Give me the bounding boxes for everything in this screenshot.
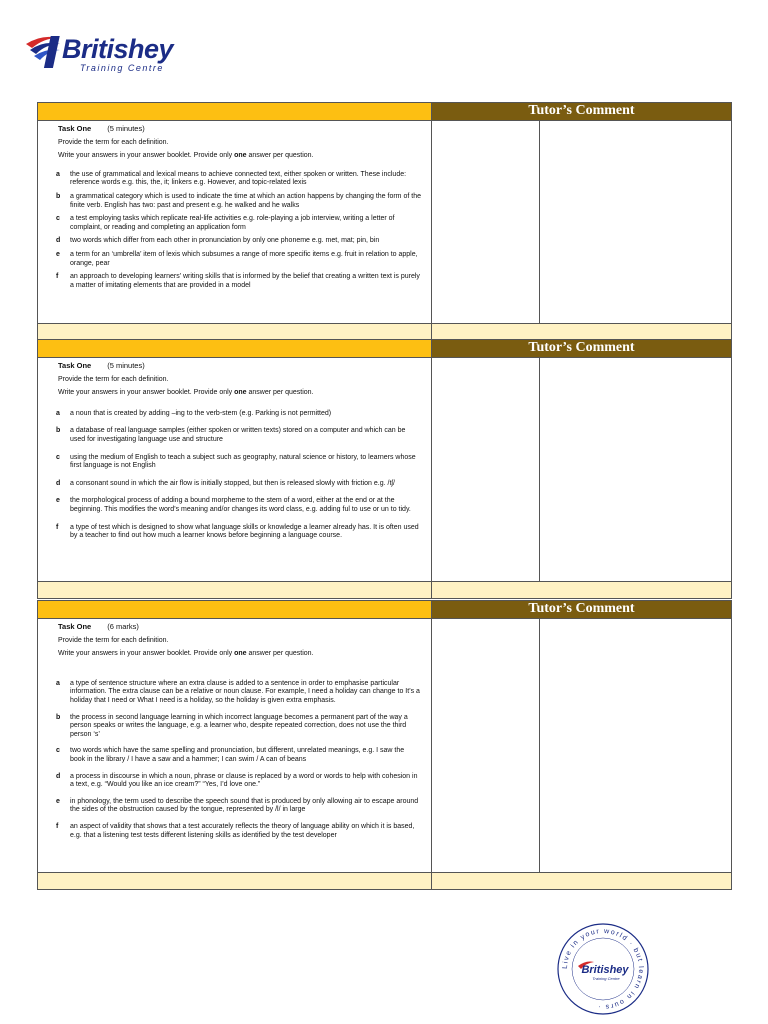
definition-item: a a noun that is created by adding –ing to the verb-stem (e.g. Parking is not permitted) <box>56 409 332 417</box>
task-instruction: Provide the term for each definition. <box>58 636 169 644</box>
task-instruction-answers: Write your answers in your answer booklet. Provide only one answer per question. <box>58 152 314 160</box>
task-block-2 <box>37 339 731 599</box>
definition-item: e in phonology, the term used to describe the speech sound that is produced by only allowing air to escape around the sides of the obstruction caused by the tongue, represented by /l/ in large <box>56 797 419 814</box>
task-content-cell <box>38 358 432 582</box>
definition-item: d two words which differ from each other in pronunciation by only one phoneme e.g. met, mat; pin, bin <box>56 237 380 245</box>
task-block-1 <box>37 102 731 340</box>
answer-cell[interactable] <box>432 619 540 873</box>
definition-item: a the use of grammatical and lexical means to achieve connected text, either spoken or written. These include: reference words e.g. this, the, it; linkers e.g. However, and topic-related lexis <box>56 170 407 187</box>
definition-item: e the morphological process of adding a bound morpheme to the stem of a word, either at the end or at the beginning. This modifies the word’s meaning and/or changes its word class, e.g. adding ful to use or un to tidy. <box>56 497 411 513</box>
seal-ring-text: Live in your world · but learn in ours · <box>561 927 645 1011</box>
tutor-comment-header: Tutor’s Comment <box>432 601 732 619</box>
seal-subtitle: Training Centre <box>592 976 620 981</box>
task-content-cell <box>38 121 432 324</box>
task-instruction: Provide the term for each definition. <box>58 138 169 146</box>
footer-cell <box>38 324 432 340</box>
britishey-logo <box>24 30 184 76</box>
definition-item: c two words which have the same spelling and pronunciation, but different, unrelated meanings, e.g. I saw the book in the library / I have a saw and a hammer; I can swim / A can of beans <box>56 747 405 763</box>
tutor-comment-cell[interactable] <box>540 619 732 873</box>
header-blank-cell <box>38 103 432 121</box>
task-title: Task One (5 minutes) <box>58 124 145 133</box>
definition-item: b a grammatical category which is used to indicate the time at which an action happens by changing the form of the finite verb. English has two: past and present e.g. he walked and he walks <box>56 192 421 209</box>
logo-subtitle: Training Centre <box>80 63 164 73</box>
task-title: Task One (5 minutes) <box>58 361 145 370</box>
definition-item: d a process in discourse in which a noun, phrase or clause is replaced by a word or words to help with cohesion in a text, e.g. “Would you like an ice cream?” “Yes, I’d love one.” <box>56 772 418 789</box>
tutor-comment-cell[interactable] <box>540 358 732 582</box>
definition-item: c using the medium of English to teach a subject such as geography, natural science or history, to learners whose first language is not English <box>56 453 416 470</box>
answer-cell[interactable] <box>432 358 540 582</box>
seal-brand: Britishey <box>581 964 629 976</box>
definition-item: d a consonant sound in which the air flow is initially stopped, but then is released slowly with friction e.g. /tʃ/ <box>56 479 395 487</box>
definition-item: f an approach to developing learners’ writing skills that is informed by the belief that creating a written text is purely a matter of imitating elements that are provided in a model <box>56 273 420 289</box>
task-content-cell <box>38 619 432 873</box>
header-blank-cell <box>38 601 432 619</box>
footer-cell <box>38 873 432 890</box>
footer-cell <box>38 582 432 599</box>
definition-item: f a type of test which is designed to show what language skills or knowledge a learner already has. It is often used by a teacher to find out how much a learner knows before beginning a language course. <box>56 523 419 540</box>
header-blank-cell <box>38 340 432 358</box>
task-title: Task One (6 marks) <box>58 622 139 631</box>
task-block-3 <box>37 600 731 890</box>
footer-cell <box>432 873 732 890</box>
definition-item: e a term for an ‘umbrella’ item of lexis which subsumes a range of more specific items e.g. fruit in relation to apple, orange, pear <box>56 250 418 267</box>
tutor-comment-header: Tutor’s Comment <box>432 103 732 121</box>
task-instruction: Provide the term for each definition. <box>58 375 169 383</box>
task-instruction-answers: Write your answers in your answer booklet. Provide only one answer per question. <box>58 650 314 658</box>
tutor-comment-cell[interactable] <box>540 121 732 324</box>
footer-cell <box>432 324 732 340</box>
definition-item: a a type of sentence structure where an extra clause is added to a sentence in order to emphasise particular information. The extra clause can be a relative or noun clause. For example, I need a holiday can change to It’s a holiday that I need or What I need is a holiday, so the holiday is given extra emphasis. <box>56 679 420 704</box>
logo-brand-text: Britishey <box>62 34 174 64</box>
definition-item: b a database of real language samples (either spoken or written texts) stored on a computer and which can be used for investigating language use and structure <box>56 427 406 443</box>
britishey-seal <box>556 922 650 1016</box>
task-instruction-answers: Write your answers in your answer booklet. Provide only one answer per question. <box>58 389 314 397</box>
definition-item: b the process in second language learning in which incorrect language becomes a permanent part of the way a person speaks or writes the language, e.g. a learner who, despite repeated correction, does not use the third person ‘s’ <box>56 713 408 738</box>
answer-cell[interactable] <box>432 121 540 324</box>
tutor-comment-header: Tutor’s Comment <box>432 340 732 358</box>
definition-item: f an aspect of validity that shows that a test accurately reflects the theory of language ability on which it is based, e.g. that a listening test tests different listening skills as identified by the test developer <box>56 822 415 839</box>
definition-item: c a test employing tasks which replicate real-life activities e.g. role-playing a job interview, writing a letter of complaint, or reading and completing an application form <box>56 215 395 231</box>
footer-cell <box>432 582 732 599</box>
